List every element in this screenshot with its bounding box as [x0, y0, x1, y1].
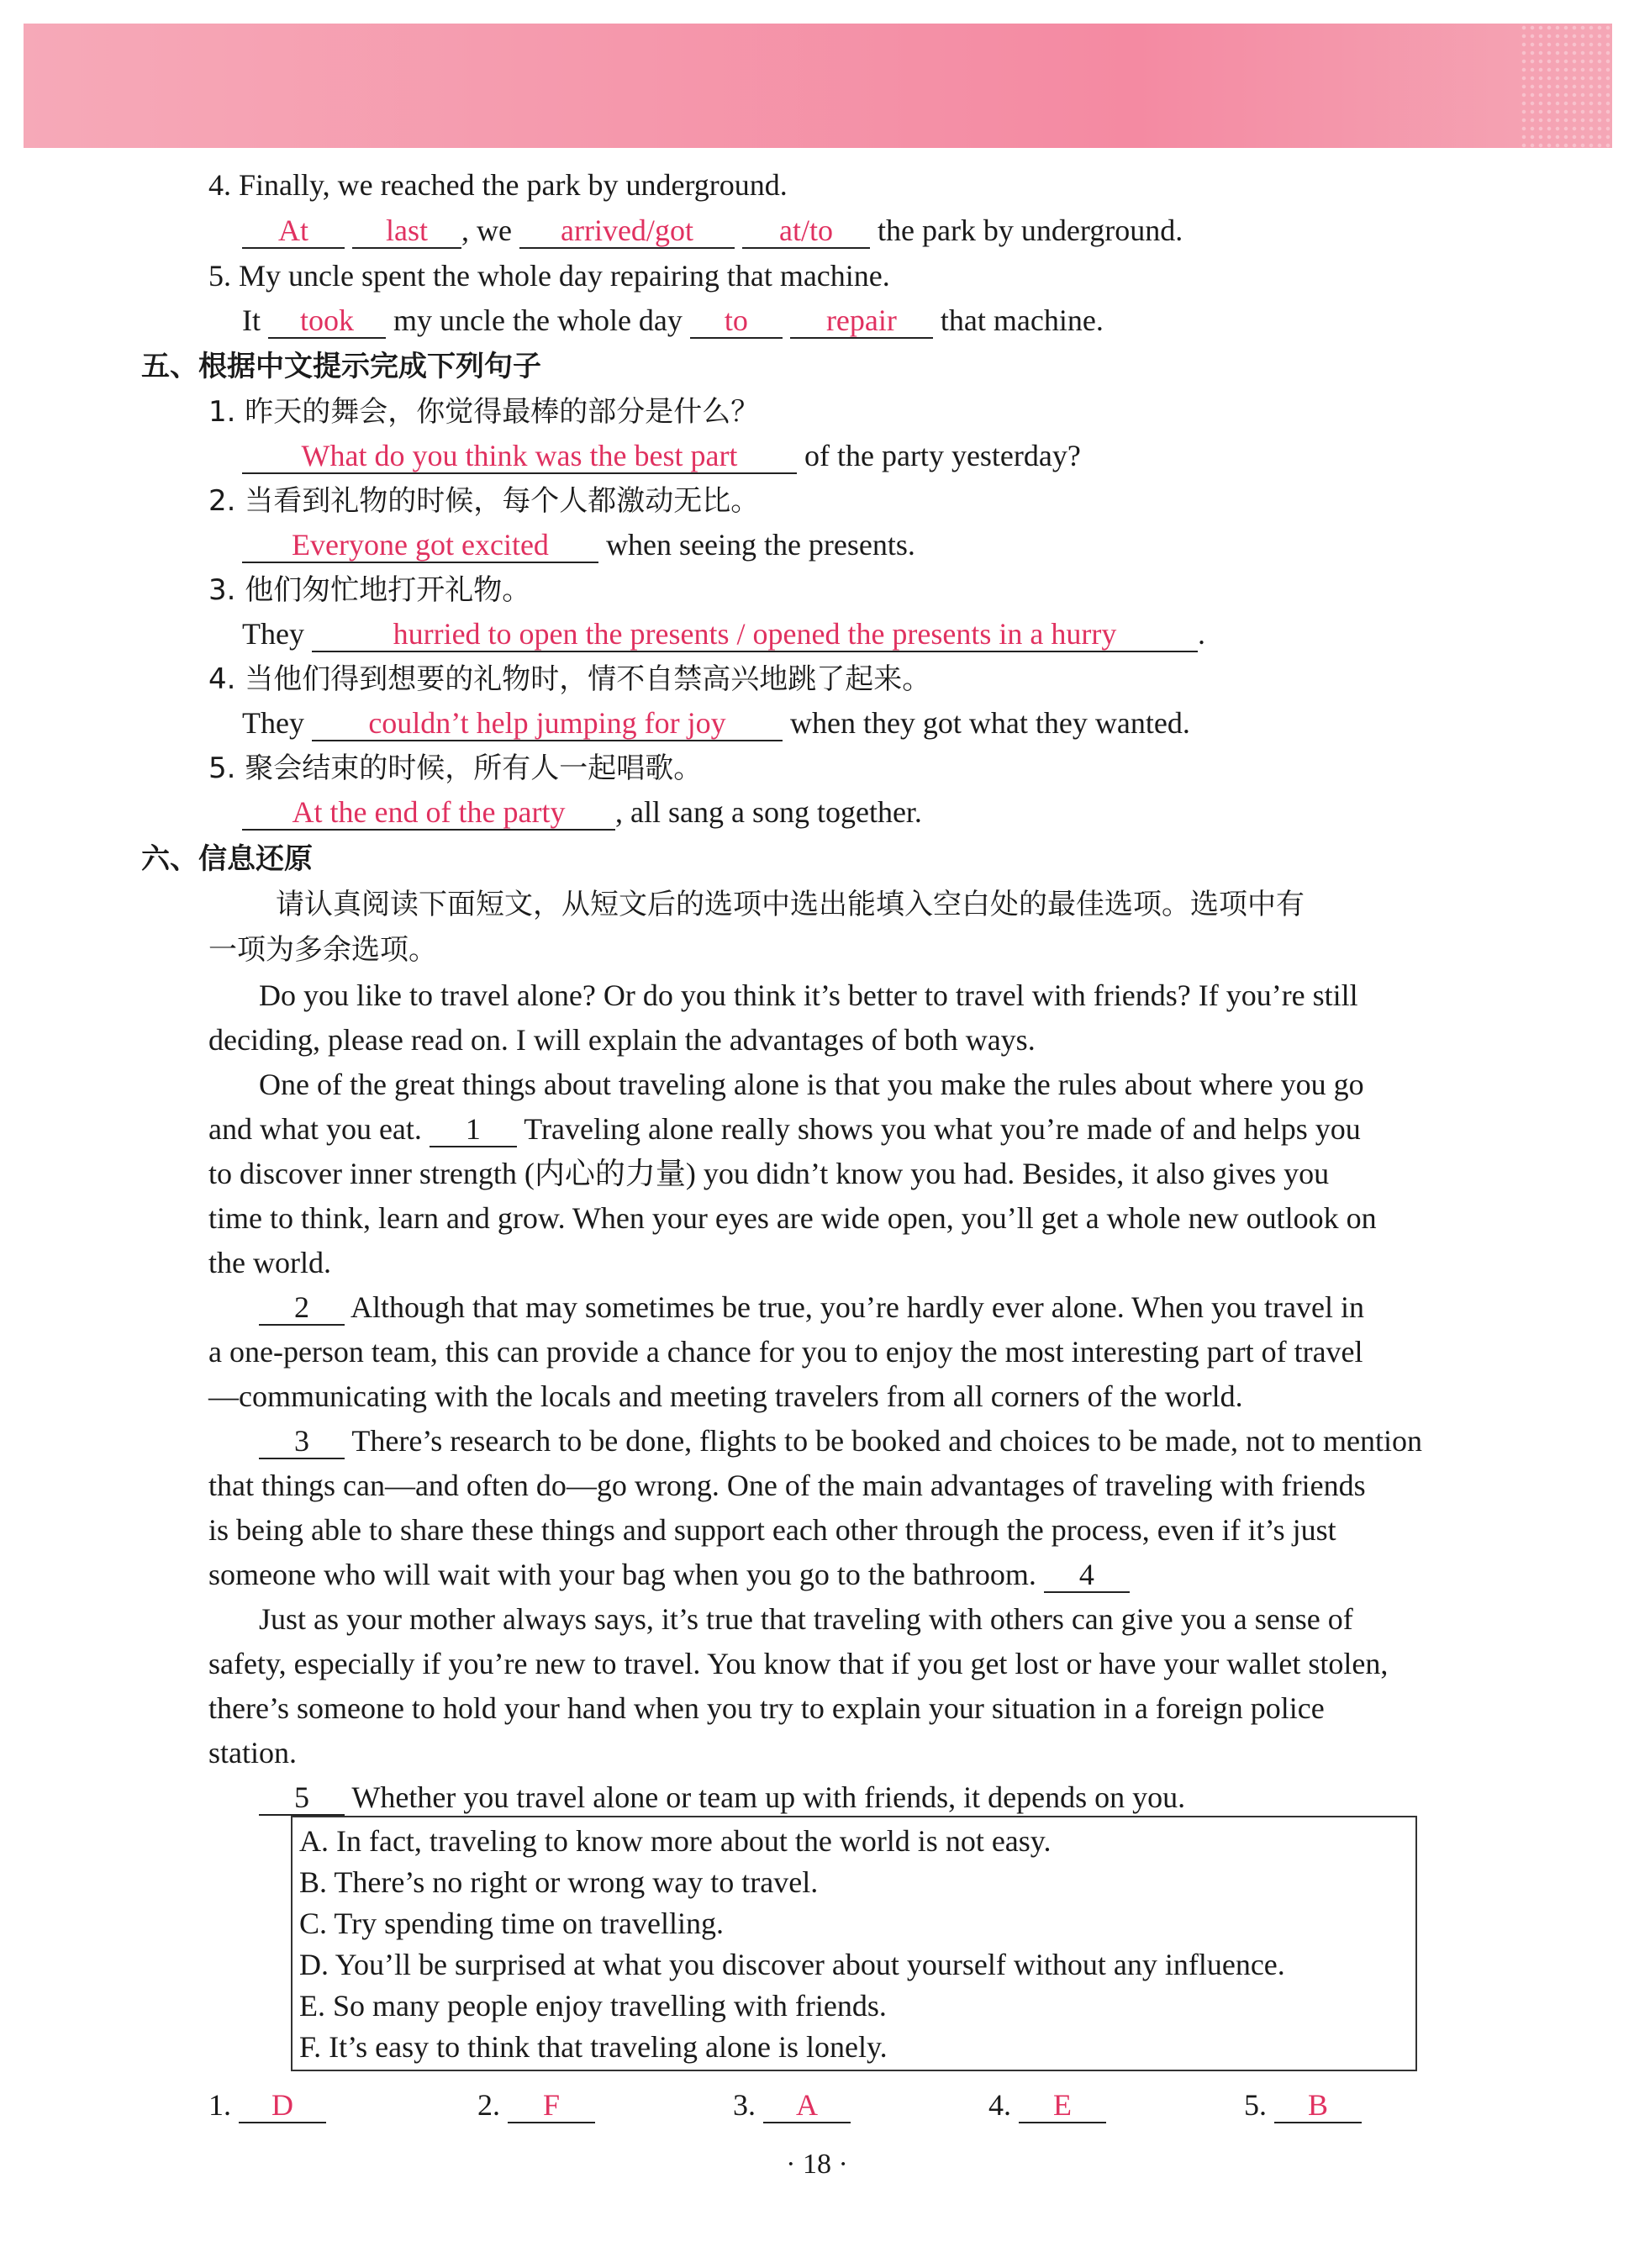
s6-instruction-2: 一项为多余选项。: [208, 933, 437, 967]
text-fragment: my uncle the whole day: [393, 303, 683, 337]
s5-item-1-line: [242, 434, 1081, 478]
text-fragment: It: [242, 303, 261, 337]
answer-5: [1244, 2083, 1362, 2128]
text-fragment: There’s research to be done, flights to be booked and choices to be made, not to mention: [351, 1424, 1422, 1458]
text-fragment: They: [242, 617, 304, 651]
option-c: C. Try spending time on travelling.: [299, 1907, 725, 1940]
answer-2: [477, 2083, 595, 2128]
passage-p2-line-4: time to think, learn and grow. When your eyes are wide open, you’ll get a whole new outlook on: [208, 1201, 1377, 1235]
passage-p4-line-2: that things can—and often do—go wrong. One of the main advantages of traveling with friends: [208, 1469, 1366, 1502]
passage-p3-line-2: a one-person team, this can provide a chance for you to enjoy the most interesting part of travel: [208, 1335, 1363, 1369]
text-fragment: Traveling alone really shows you what you’re made of and helps you: [524, 1112, 1361, 1146]
s5-item-4-zh: 4. 当他们得到想要的礼物时，情不自禁高兴地跳了起来。: [208, 662, 931, 696]
answer-blank: E: [1019, 2088, 1106, 2123]
passage-p1-line-2: deciding, please read on. I will explain the advantages of both ways.: [208, 1023, 1036, 1057]
passage-p4-line-1: [259, 1419, 1422, 1464]
answer-blank: B: [1274, 2088, 1362, 2123]
passage-p3-line-3: —communicating with the locals and meeting travelers from all corners of the world.: [208, 1379, 1243, 1413]
answer-blank: F: [508, 2088, 595, 2123]
answer-4: [988, 2083, 1106, 2128]
rewrite-q4-original: 4. Finally, we reached the park by underground.: [208, 168, 788, 202]
text-fragment: the park by underground.: [877, 214, 1183, 247]
option-d: D. You’ll be surprised at what you discover about yourself without any influence.: [299, 1948, 1285, 1981]
passage-p2-line-3: to discover inner strength (内心的力量) you didn’t know you had. Besides, it also gives you: [208, 1157, 1330, 1190]
answer-1: [208, 2083, 326, 2128]
s5-item-3-zh: 3. 他们匆忙地打开礼物。: [208, 573, 531, 607]
passage-p4-line-4: [208, 1553, 1130, 1597]
passage-p1-line-1: Do you like to travel alone? Or do you think it’s better to travel with friends? If you’re still: [259, 978, 1358, 1012]
answer-blank: At: [242, 214, 345, 249]
rewrite-q5-original: 5. My uncle spent the whole day repairing that machine.: [208, 259, 890, 293]
text-fragment: that machine.: [940, 303, 1104, 337]
option-f: F. It’s easy to think that traveling alone is lonely.: [299, 2030, 888, 2064]
passage-blank-1: 1: [430, 1112, 517, 1147]
s5-item-5-zh: 5. 聚会结束的时候，所有人一起唱歌。: [208, 752, 703, 785]
page-number: · 18 ·: [786, 2149, 848, 2180]
text-fragment: They: [242, 706, 304, 740]
text-fragment: someone who will wait with your bag when you go to the bathroom.: [208, 1558, 1036, 1591]
passage-p5-line-2: safety, especially if you’re new to travel. You know that if you get lost or have your wallet stolen,: [208, 1647, 1389, 1680]
answer-3: [733, 2083, 851, 2128]
answer-number: 3.: [733, 2088, 756, 2122]
s5-item-2-line: [242, 523, 915, 567]
answer-blank: at/to: [742, 214, 870, 249]
answer-blank: took: [268, 303, 386, 339]
answer-blank: A: [763, 2088, 851, 2123]
answer-number: 1.: [208, 2088, 231, 2122]
text-fragment: , we: [461, 214, 512, 247]
s5-item-1-zh: 1. 昨天的舞会，你觉得最棒的部分是什么？: [208, 395, 760, 429]
passage-p5-line-1: Just as your mother always says, it’s true that traveling with others can give you a sense of: [259, 1602, 1353, 1636]
passage-blank-5: 5: [259, 1780, 345, 1816]
s5-item-2-zh: 2. 当看到礼物的时候，每个人都激动无比。: [208, 484, 760, 518]
text-fragment: .: [1197, 617, 1205, 651]
passage-blank-4: 4: [1044, 1558, 1130, 1593]
option-e: E. So many people enjoy travelling with friends.: [299, 1989, 887, 2023]
answer-number: 5.: [1244, 2088, 1267, 2122]
passage-p3-line-1: [259, 1285, 1364, 1330]
answer-blank: What do you think was the best part: [242, 439, 797, 474]
option-b: B. There’s no right or wrong way to travel.: [299, 1865, 819, 1899]
text-fragment: of the party yesterday?: [804, 439, 1081, 472]
answer-blank: hurried to open the presents / opened the presents in a hurry: [312, 617, 1198, 652]
passage-blank-3: 3: [259, 1424, 345, 1459]
passage-p2-line-2: [208, 1107, 1361, 1152]
section-5-title: 五、根据中文提示完成下列句子: [141, 350, 541, 383]
answer-blank: D: [239, 2088, 326, 2123]
s5-item-5-line: [242, 790, 922, 835]
passage-p4-line-3: is being able to share these things and support each other through the process, even if it’s just: [208, 1513, 1336, 1547]
rewrite-q5-answer-line: [242, 298, 1104, 343]
answer-blank: arrived/got: [519, 214, 735, 249]
text-fragment: when they got what they wanted.: [789, 706, 1190, 740]
text-fragment: , all sang a song together.: [615, 795, 922, 829]
answer-blank: couldn’t help jumping for joy: [312, 706, 783, 741]
text-fragment: Whether you travel alone or team up with friends, it depends on you.: [351, 1780, 1186, 1814]
passage-p2-line-1: One of the great things about traveling alone is that you make the rules about where you go: [259, 1068, 1364, 1101]
options-box: [291, 1816, 1417, 2071]
answer-blank: repair: [790, 303, 933, 339]
passage-blank-2: 2: [259, 1290, 345, 1326]
answer-number: 2.: [477, 2088, 500, 2122]
text-fragment: and what you eat.: [208, 1112, 422, 1146]
answer-blank: At the end of the party: [242, 795, 615, 831]
s5-item-4-line: [242, 701, 1190, 746]
passage-p6-line-1: [259, 1775, 1185, 1820]
section-6-title: 六、信息还原: [141, 842, 313, 876]
text-fragment: Although that may sometimes be true, you’re hardly ever alone. When you travel in: [351, 1290, 1364, 1324]
passage-p2-line-5: the world.: [208, 1246, 331, 1279]
s5-item-3-line: [242, 612, 1205, 657]
option-a: A. In fact, traveling to know more about the world is not easy.: [299, 1824, 1052, 1858]
passage-p5-line-3: there’s someone to hold your hand when you try to explain your situation in a foreign police: [208, 1691, 1325, 1725]
text-fragment: when seeing the presents.: [606, 528, 915, 562]
answer-blank: Everyone got excited: [242, 528, 598, 563]
s6-instruction-1: 请认真阅读下面短文，从短文后的选项中选出能填入空白处的最佳选项。选项中有: [276, 888, 1305, 921]
rewrite-q4-answer-line: [242, 208, 1183, 253]
answer-blank: to: [690, 303, 783, 339]
passage-p5-line-4: station.: [208, 1736, 297, 1770]
answer-blank: last: [352, 214, 461, 249]
answer-number: 4.: [988, 2088, 1011, 2122]
